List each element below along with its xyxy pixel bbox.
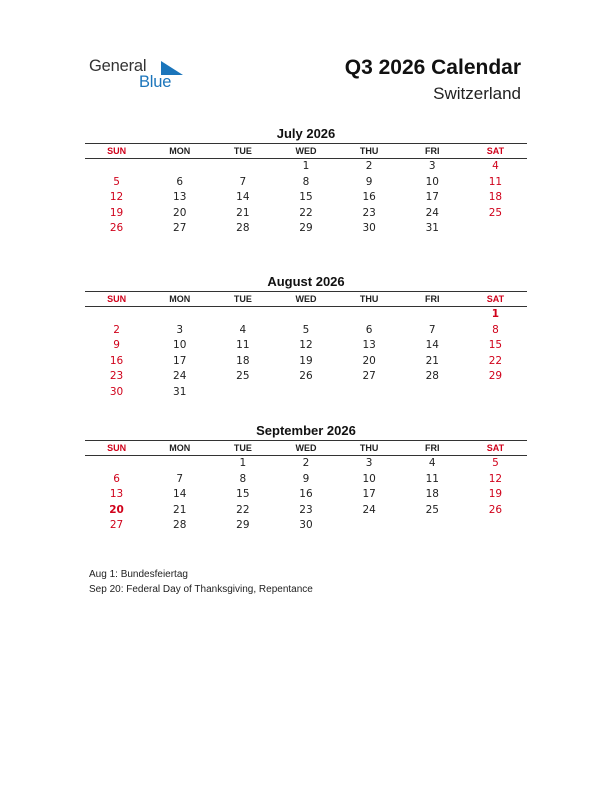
page-title: Q3 2026 Calendar [344, 56, 521, 79]
empty-day-cell [464, 518, 527, 534]
weekday-label: WED [295, 146, 317, 156]
empty-day-cell [338, 518, 401, 534]
day-cell: 18 [425, 488, 439, 501]
day-cell: 2 [302, 457, 310, 469]
weekday-label: WED [295, 443, 317, 453]
day-cell: 9 [365, 175, 373, 188]
day-cell: 31 [173, 385, 187, 398]
day-cell: 28 [173, 519, 187, 532]
day-cell: 13 [109, 488, 124, 501]
empty-day-cell [211, 385, 274, 401]
day-cell: 19 [299, 354, 313, 367]
empty-day-cell [401, 307, 464, 323]
day-cell: 20 [173, 206, 187, 219]
day-cell: 11 [236, 339, 250, 352]
month-calendar-july [85, 125, 527, 237]
day-cell: 26 [488, 503, 503, 516]
month-title: August 2026 [267, 274, 345, 289]
day-cell: 18 [488, 191, 503, 204]
day-cell: 25 [425, 503, 439, 516]
day-cell: 1 [239, 457, 247, 469]
day-cell: 21 [173, 503, 187, 516]
day-cell: 9 [302, 472, 310, 485]
day-cell: 17 [173, 354, 187, 367]
day-cell: 23 [362, 206, 376, 219]
day-cell: 3 [365, 457, 373, 469]
day-cell: 4 [428, 457, 436, 469]
month-title: September 2026 [256, 423, 356, 438]
day-cell: 30 [362, 222, 376, 235]
weekday-label: SAT [486, 294, 505, 304]
day-cell: 24 [173, 370, 187, 383]
logo [89, 57, 199, 93]
day-cell: 6 [176, 175, 184, 188]
day-cell: 27 [109, 519, 124, 532]
holiday-notes [89, 568, 313, 597]
day-grid [85, 159, 527, 237]
empty-day-cell [401, 385, 464, 401]
weekday-label: FRI [425, 146, 440, 156]
day-cell: 24 [425, 206, 439, 219]
day-cell: 25 [236, 370, 250, 383]
day-cell: 19 [488, 488, 503, 501]
day-cell: 11 [488, 175, 503, 188]
day-cell: 2 [113, 323, 120, 336]
day-cell: 13 [173, 191, 187, 204]
logo-text-general: General [89, 57, 147, 75]
day-cell: 1 [302, 160, 310, 172]
day-cell: 16 [362, 191, 376, 204]
weekday-label: SUN [107, 294, 127, 304]
empty-day-cell [401, 518, 464, 534]
day-cell: 31 [425, 222, 439, 235]
day-cell: 15 [236, 488, 250, 501]
weekday-label: SUN [107, 146, 127, 156]
day-cell: 30 [109, 385, 124, 398]
day-cell: 16 [299, 488, 313, 501]
day-cell: 26 [299, 370, 313, 383]
day-cell: 10 [362, 472, 376, 485]
day-cell: 25 [488, 206, 503, 219]
day-cell: 29 [236, 519, 250, 532]
day-cell: 10 [173, 339, 187, 352]
day-cell: 8 [492, 323, 499, 336]
day-cell: 2 [365, 160, 373, 172]
weekday-label: SUN [107, 443, 127, 453]
day-cell: 28 [236, 222, 250, 235]
day-grid [85, 456, 527, 534]
day-cell: 14 [236, 191, 250, 204]
day-cell: 22 [488, 354, 503, 367]
day-cell: 5 [113, 175, 120, 188]
day-cell: 22 [236, 503, 250, 516]
day-cell: 6 [365, 323, 373, 336]
day-cell: 30 [299, 519, 313, 532]
month-calendar-september [85, 422, 527, 534]
empty-day-cell [148, 456, 211, 472]
empty-day-cell [274, 385, 337, 401]
weekday-header-row [85, 143, 527, 159]
day-cell: 19 [109, 206, 124, 219]
day-cell: 17 [362, 488, 376, 501]
weekday-label: THU [359, 294, 379, 304]
day-cell: 27 [362, 370, 376, 383]
day-cell: 27 [173, 222, 187, 235]
day-cell: 21 [425, 354, 439, 367]
day-cell: 29 [299, 222, 313, 235]
day-cell: 22 [299, 206, 313, 219]
month-title: July 2026 [276, 126, 336, 141]
day-cell: 29 [488, 370, 503, 383]
day-cell: 13 [362, 339, 376, 352]
day-cell: 14 [425, 339, 439, 352]
day-cell: 20 [362, 354, 376, 367]
weekday-header-row [85, 291, 527, 307]
day-cell: 12 [299, 339, 313, 352]
empty-day-cell [85, 159, 148, 175]
weekday-label: SAT [486, 146, 505, 156]
day-cell: 7 [239, 175, 247, 188]
day-cell: 23 [109, 370, 124, 383]
month-calendar-august [85, 273, 527, 401]
empty-day-cell [85, 307, 148, 323]
empty-day-cell [148, 307, 211, 323]
weekday-label: FRI [425, 443, 440, 453]
empty-day-cell [85, 456, 148, 472]
weekday-label: TUE [233, 443, 252, 453]
weekday-label: THU [359, 443, 379, 453]
weekday-label: TUE [233, 146, 252, 156]
weekday-label: SAT [486, 443, 505, 453]
day-cell: 24 [362, 503, 376, 516]
day-grid [85, 307, 527, 401]
empty-day-cell [338, 307, 401, 323]
day-cell: 16 [109, 354, 124, 367]
day-cell: 28 [425, 370, 439, 383]
empty-day-cell [148, 159, 211, 175]
day-cell: 8 [302, 175, 310, 188]
day-cell: 8 [239, 472, 247, 485]
weekday-label: MON [169, 443, 191, 453]
day-cell: 4 [239, 323, 247, 336]
logo-text-blue: Blue [139, 73, 172, 91]
weekday-label: MON [169, 146, 191, 156]
day-cell: 1 [491, 308, 500, 320]
weekday-label: TUE [233, 294, 252, 304]
empty-day-cell [464, 385, 527, 401]
empty-day-cell [211, 159, 274, 175]
day-cell: 10 [425, 175, 439, 188]
weekday-header-row [85, 440, 527, 456]
day-cell: 9 [113, 339, 120, 352]
empty-day-cell [211, 307, 274, 323]
empty-day-cell [464, 221, 527, 237]
day-cell: 7 [176, 472, 184, 485]
empty-day-cell [274, 307, 337, 323]
day-cell: 26 [109, 222, 124, 235]
day-cell: 17 [425, 191, 439, 204]
holiday-note: Aug 1: Bundesfeiertag [89, 569, 188, 580]
day-cell: 14 [173, 488, 187, 501]
day-cell: 4 [492, 160, 499, 172]
day-cell: 20 [109, 503, 124, 516]
day-cell: 3 [176, 323, 184, 336]
day-cell: 12 [109, 191, 124, 204]
weekday-label: THU [359, 146, 379, 156]
day-cell: 21 [236, 206, 250, 219]
day-cell: 15 [488, 339, 503, 352]
holiday-note: Sep 20: Federal Day of Thanksgiving, Repentance [89, 583, 313, 595]
day-cell: 12 [488, 472, 503, 485]
day-cell: 18 [236, 354, 250, 367]
day-cell: 5 [302, 323, 310, 336]
day-cell: 7 [428, 323, 436, 336]
day-cell: 6 [113, 472, 120, 485]
empty-day-cell [338, 385, 401, 401]
weekday-label: MON [169, 294, 191, 304]
page-subtitle: Switzerland [433, 84, 521, 103]
weekday-label: FRI [425, 294, 440, 304]
day-cell: 15 [299, 191, 313, 204]
day-cell: 5 [492, 457, 499, 469]
day-cell: 11 [425, 472, 439, 485]
day-cell: 3 [428, 160, 436, 172]
day-cell: 23 [299, 503, 313, 516]
weekday-label: WED [295, 294, 317, 304]
